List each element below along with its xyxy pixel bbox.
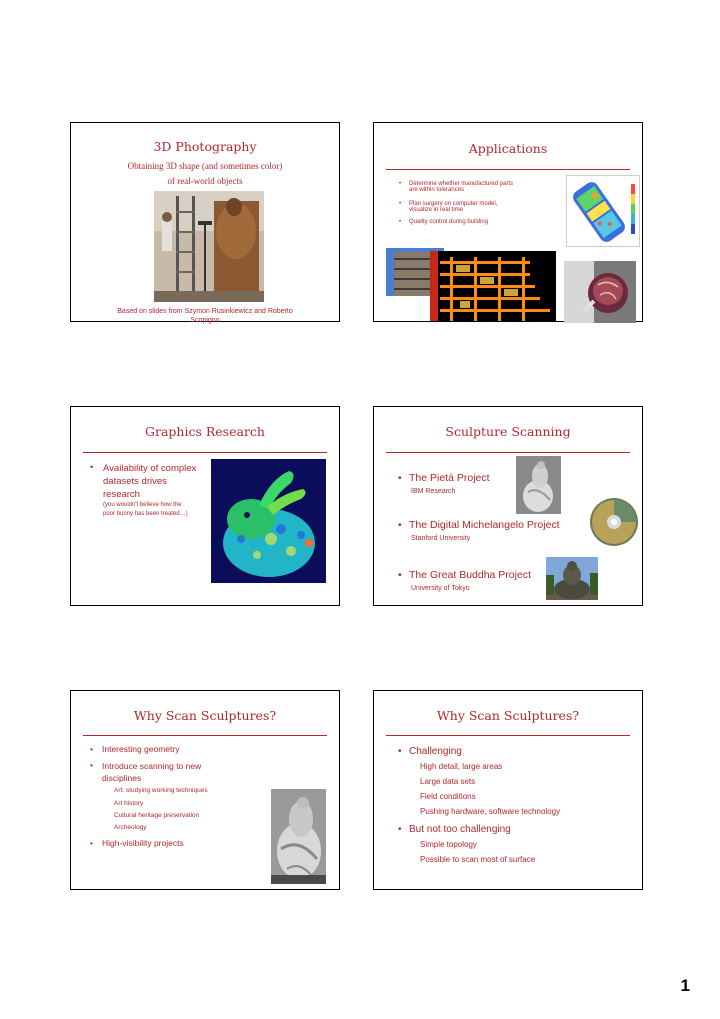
bullet-item xyxy=(90,462,230,501)
bullet-dot: • xyxy=(398,569,402,581)
slide-subtitle: of real-world objects xyxy=(167,176,243,186)
sub-bullet: Possible to scan most of surface xyxy=(420,855,536,864)
sub-bullet: Large data sets xyxy=(420,777,476,786)
bullet-item xyxy=(398,569,531,581)
bullet-text: disciplines xyxy=(102,773,142,783)
sub-bullet: Art: studying working techniques xyxy=(114,787,208,794)
slide-title: Why Scan Sculptures? xyxy=(436,708,580,723)
slide-title: Sculpture Scanning xyxy=(445,424,571,439)
bullet-dot: • xyxy=(399,181,402,187)
bullet-dot: • xyxy=(398,472,402,484)
page-number: 1 xyxy=(680,976,690,995)
bullet-item xyxy=(399,201,549,213)
building-scan-image xyxy=(430,251,556,321)
bullet-subtext: Stanford University xyxy=(411,535,471,542)
bullet-text: datasets drives xyxy=(103,476,167,487)
bullet-text: Introduce scanning to new xyxy=(102,761,202,771)
note-text: (you wouldn't believe how the xyxy=(103,502,182,508)
bullet-text: Determine whether manufactured parts xyxy=(409,181,514,187)
bullet-dot: • xyxy=(399,219,402,225)
slide-applications xyxy=(373,122,643,322)
bullet-dot: • xyxy=(90,462,94,473)
slide-credit: Scopigno xyxy=(190,317,220,324)
bullet-dot: • xyxy=(90,838,93,848)
bullet-item xyxy=(398,519,560,531)
sub-bullet: High detail, large areas xyxy=(420,762,503,771)
buddha-photo xyxy=(546,557,598,600)
phone-scan-image xyxy=(566,175,640,247)
sub-bullet: Archeology xyxy=(114,824,147,831)
slide-title: Applications xyxy=(468,141,548,156)
bullet-item xyxy=(90,838,184,848)
bullet-dot: • xyxy=(399,201,402,207)
sub-bullet: Art history xyxy=(114,800,144,807)
bullet-text: Plan surgery on computer model, xyxy=(409,201,498,207)
bullet-text: Challenging xyxy=(409,746,462,757)
bullet-dot: • xyxy=(398,746,402,757)
bullet-item xyxy=(398,472,490,484)
slide-why-scan-sculptures-2 xyxy=(373,690,643,890)
cd-disc-image xyxy=(589,497,639,547)
bullet-text: Availability of complex xyxy=(103,463,197,474)
pieta-photo xyxy=(516,456,561,514)
slide-3d-photography xyxy=(70,122,340,322)
title-divider xyxy=(83,735,327,736)
bullet-item xyxy=(398,746,462,757)
bullet-dot: • xyxy=(90,744,93,754)
sub-bullet: Simple topology xyxy=(420,840,477,849)
bullet-item xyxy=(398,824,511,835)
scanning-rig-photo xyxy=(154,191,264,302)
bullet-text: Interesting geometry xyxy=(102,744,180,754)
sub-bullet: Field conditions xyxy=(420,792,476,801)
sub-bullet: Cultural heritage preservation xyxy=(114,812,200,819)
bullet-text: visualize in real time xyxy=(409,207,464,213)
bullet-dot: • xyxy=(398,824,402,835)
sub-bullet: Pushing hardware, software technology xyxy=(420,807,561,816)
bullet-subtext: University of Tokyo xyxy=(411,585,470,592)
bunny-scan-image xyxy=(211,459,326,583)
bullet-text: High-visibility projects xyxy=(102,838,184,848)
sculpture-photo xyxy=(271,789,326,884)
slide-credit: Based on slides from Szymon Rusinkiewicz and Roberto xyxy=(117,308,293,315)
bullet-text: Quality control during building xyxy=(409,219,489,225)
bullet-text: are within tolerances xyxy=(409,187,465,193)
title-divider xyxy=(386,452,630,453)
bullet-item xyxy=(90,760,201,784)
slide-title: 3D Photography xyxy=(153,139,257,154)
bullet-text: The Digital Michelangelo Project xyxy=(409,519,560,531)
slide-title: Graphics Research xyxy=(145,424,265,439)
slide-sculpture-scanning xyxy=(373,406,643,606)
title-divider xyxy=(386,735,630,736)
title-divider xyxy=(83,452,327,453)
bullet-item xyxy=(90,744,179,754)
surgery-photo xyxy=(564,261,636,323)
slide-subtitle: Obtaining 3D shape (and sometimes color) xyxy=(127,161,283,171)
slide-why-scan-sculptures xyxy=(70,690,340,890)
slide-title: Why Scan Sculptures? xyxy=(133,708,277,723)
bullet-item xyxy=(399,181,549,193)
bullet-item xyxy=(399,219,549,225)
bullet-text: research xyxy=(103,489,140,500)
bullet-subtext: IBM Research xyxy=(411,488,456,495)
bullet-text: But not too challenging xyxy=(409,824,511,835)
note-text: poor bunny has been treated…) xyxy=(103,511,188,517)
bullet-dot: • xyxy=(398,519,402,531)
bullet-dot: • xyxy=(90,760,93,770)
slide-graphics-research xyxy=(70,406,340,606)
bullet-text: The Pietà Project xyxy=(409,472,490,484)
bullet-text: The Great Buddha Project xyxy=(409,569,531,581)
title-divider xyxy=(386,169,630,170)
